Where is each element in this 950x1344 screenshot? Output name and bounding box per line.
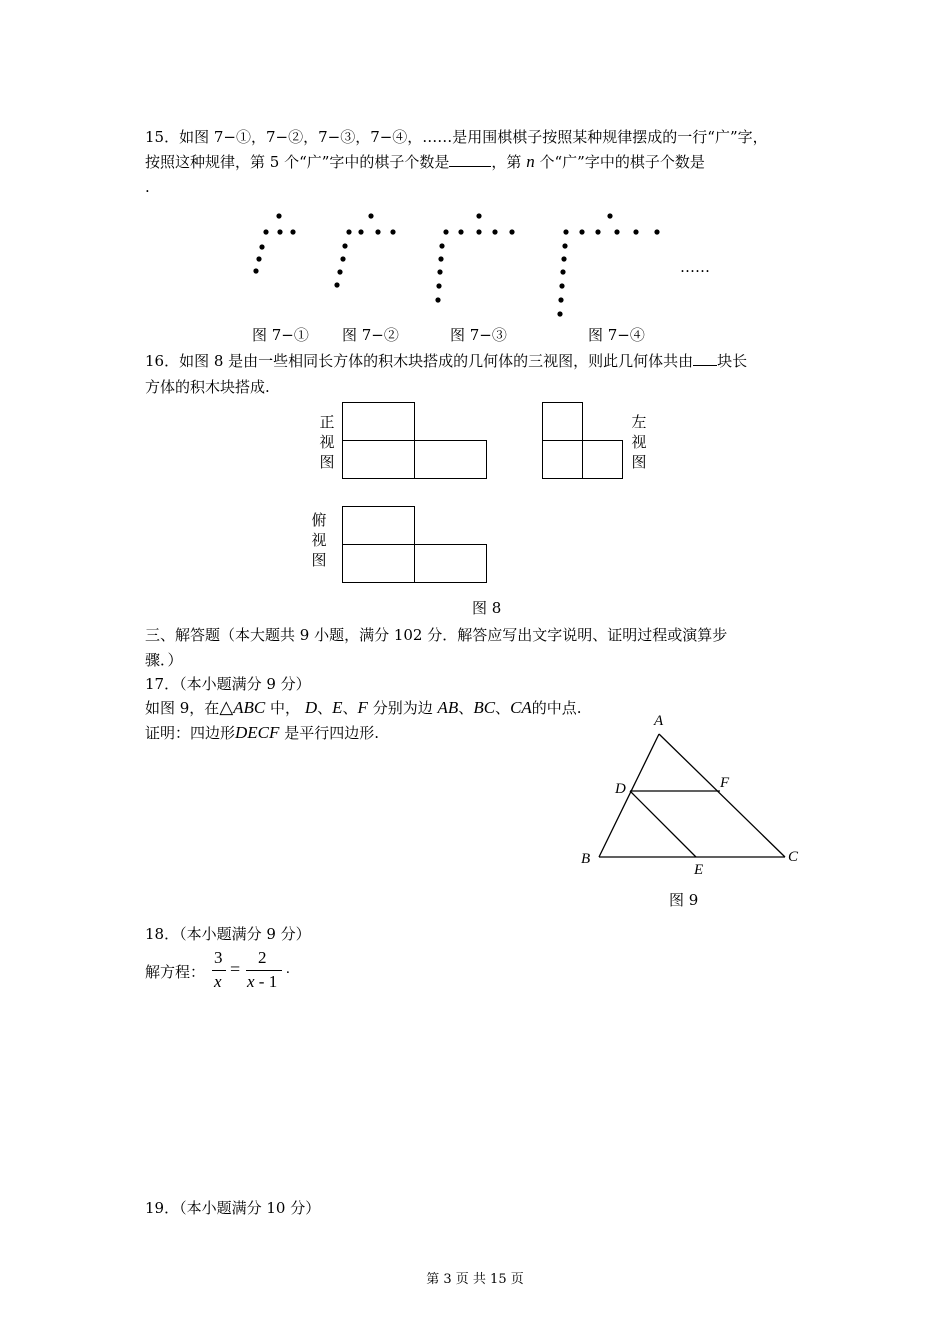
triangle-figure (570, 705, 810, 885)
q15-text-b: ，第 (491, 153, 522, 171)
q18-header: 18．（本小题满分 9 分） (145, 925, 311, 943)
q16-line1 (145, 351, 747, 371)
fraction1-numerator: 3 (214, 948, 223, 967)
fraction2-denominator: x - 1 (247, 972, 278, 991)
fig7-3-label: 图 7−③ (450, 326, 507, 344)
fig9-caption: 图 9 (669, 891, 699, 909)
front-view-label: 正 视 图 (319, 413, 335, 471)
go-stone-figures (0, 0, 950, 330)
point-d-label: D (615, 781, 626, 797)
fig7-2-label: 图 7−② (342, 326, 399, 344)
q16-text-a: 16．如图 8 是由一些相同长方体的积木块搭成的几何体的三视图，则此几何体共由 (145, 352, 694, 370)
left-view-label: 左 视 图 (631, 413, 647, 471)
equals-sign: = (230, 959, 241, 979)
point-a-label: A (654, 713, 664, 729)
fig7-4-label: 图 7−④ (588, 326, 645, 344)
q17-header: 17．（本小题满分 9 分） (145, 675, 311, 693)
q15-text-a: 按照这种规律，第 5 个“广”字中的棋子个数是 (145, 153, 450, 171)
q15-text-c: 个“广”字中的棋子个数是 (539, 153, 705, 171)
q19-header: 19．（本小题满分 10 分） (145, 1199, 321, 1217)
point-c-label: C (788, 849, 799, 865)
section3-line1: 三、解答题（本大题共 9 小题，满分 102 分．解答应写出文字说明、证明过程或演算步 (145, 626, 728, 644)
q15-variable-n: n (526, 152, 535, 171)
q18-equation (212, 946, 302, 998)
fraction1-denominator: x (214, 972, 222, 991)
fig7-1-label: 图 7−① (252, 326, 309, 344)
q15-ellipsis: …… (680, 258, 710, 276)
fraction2-numerator: 2 (258, 948, 267, 967)
q15-line1: 15．如图 7−①，7−②，7−③，7−④，……是用围棋棋子按照某种规律摆成的一行“广”字， (145, 128, 768, 146)
point-e-label: E (694, 862, 704, 878)
q16-line2: 方体的积木块搭成. (145, 378, 270, 396)
point-f-label: F (720, 775, 730, 791)
fig8-caption: 图 8 (472, 599, 502, 617)
q16-blank (693, 351, 717, 366)
q17-line1: 如图 9，在△ABC 中， D、E、F 分别为边 AB、BC、CA的中点. (145, 697, 582, 718)
q18-label: 解方程： (145, 963, 206, 981)
q16-text-b: 块长 (717, 352, 748, 370)
point-b-label: B (581, 851, 591, 867)
q17-line2: 证明：四边形DECF 是平行四边形. (145, 723, 379, 742)
section3-line2: 骤．） (145, 651, 183, 669)
q15-line3: . (145, 178, 150, 196)
equation-period: . (286, 961, 290, 977)
page-footer: 第 3 页 共 15 页 (426, 1272, 524, 1287)
top-view-label: 俯 视 图 (311, 511, 327, 569)
